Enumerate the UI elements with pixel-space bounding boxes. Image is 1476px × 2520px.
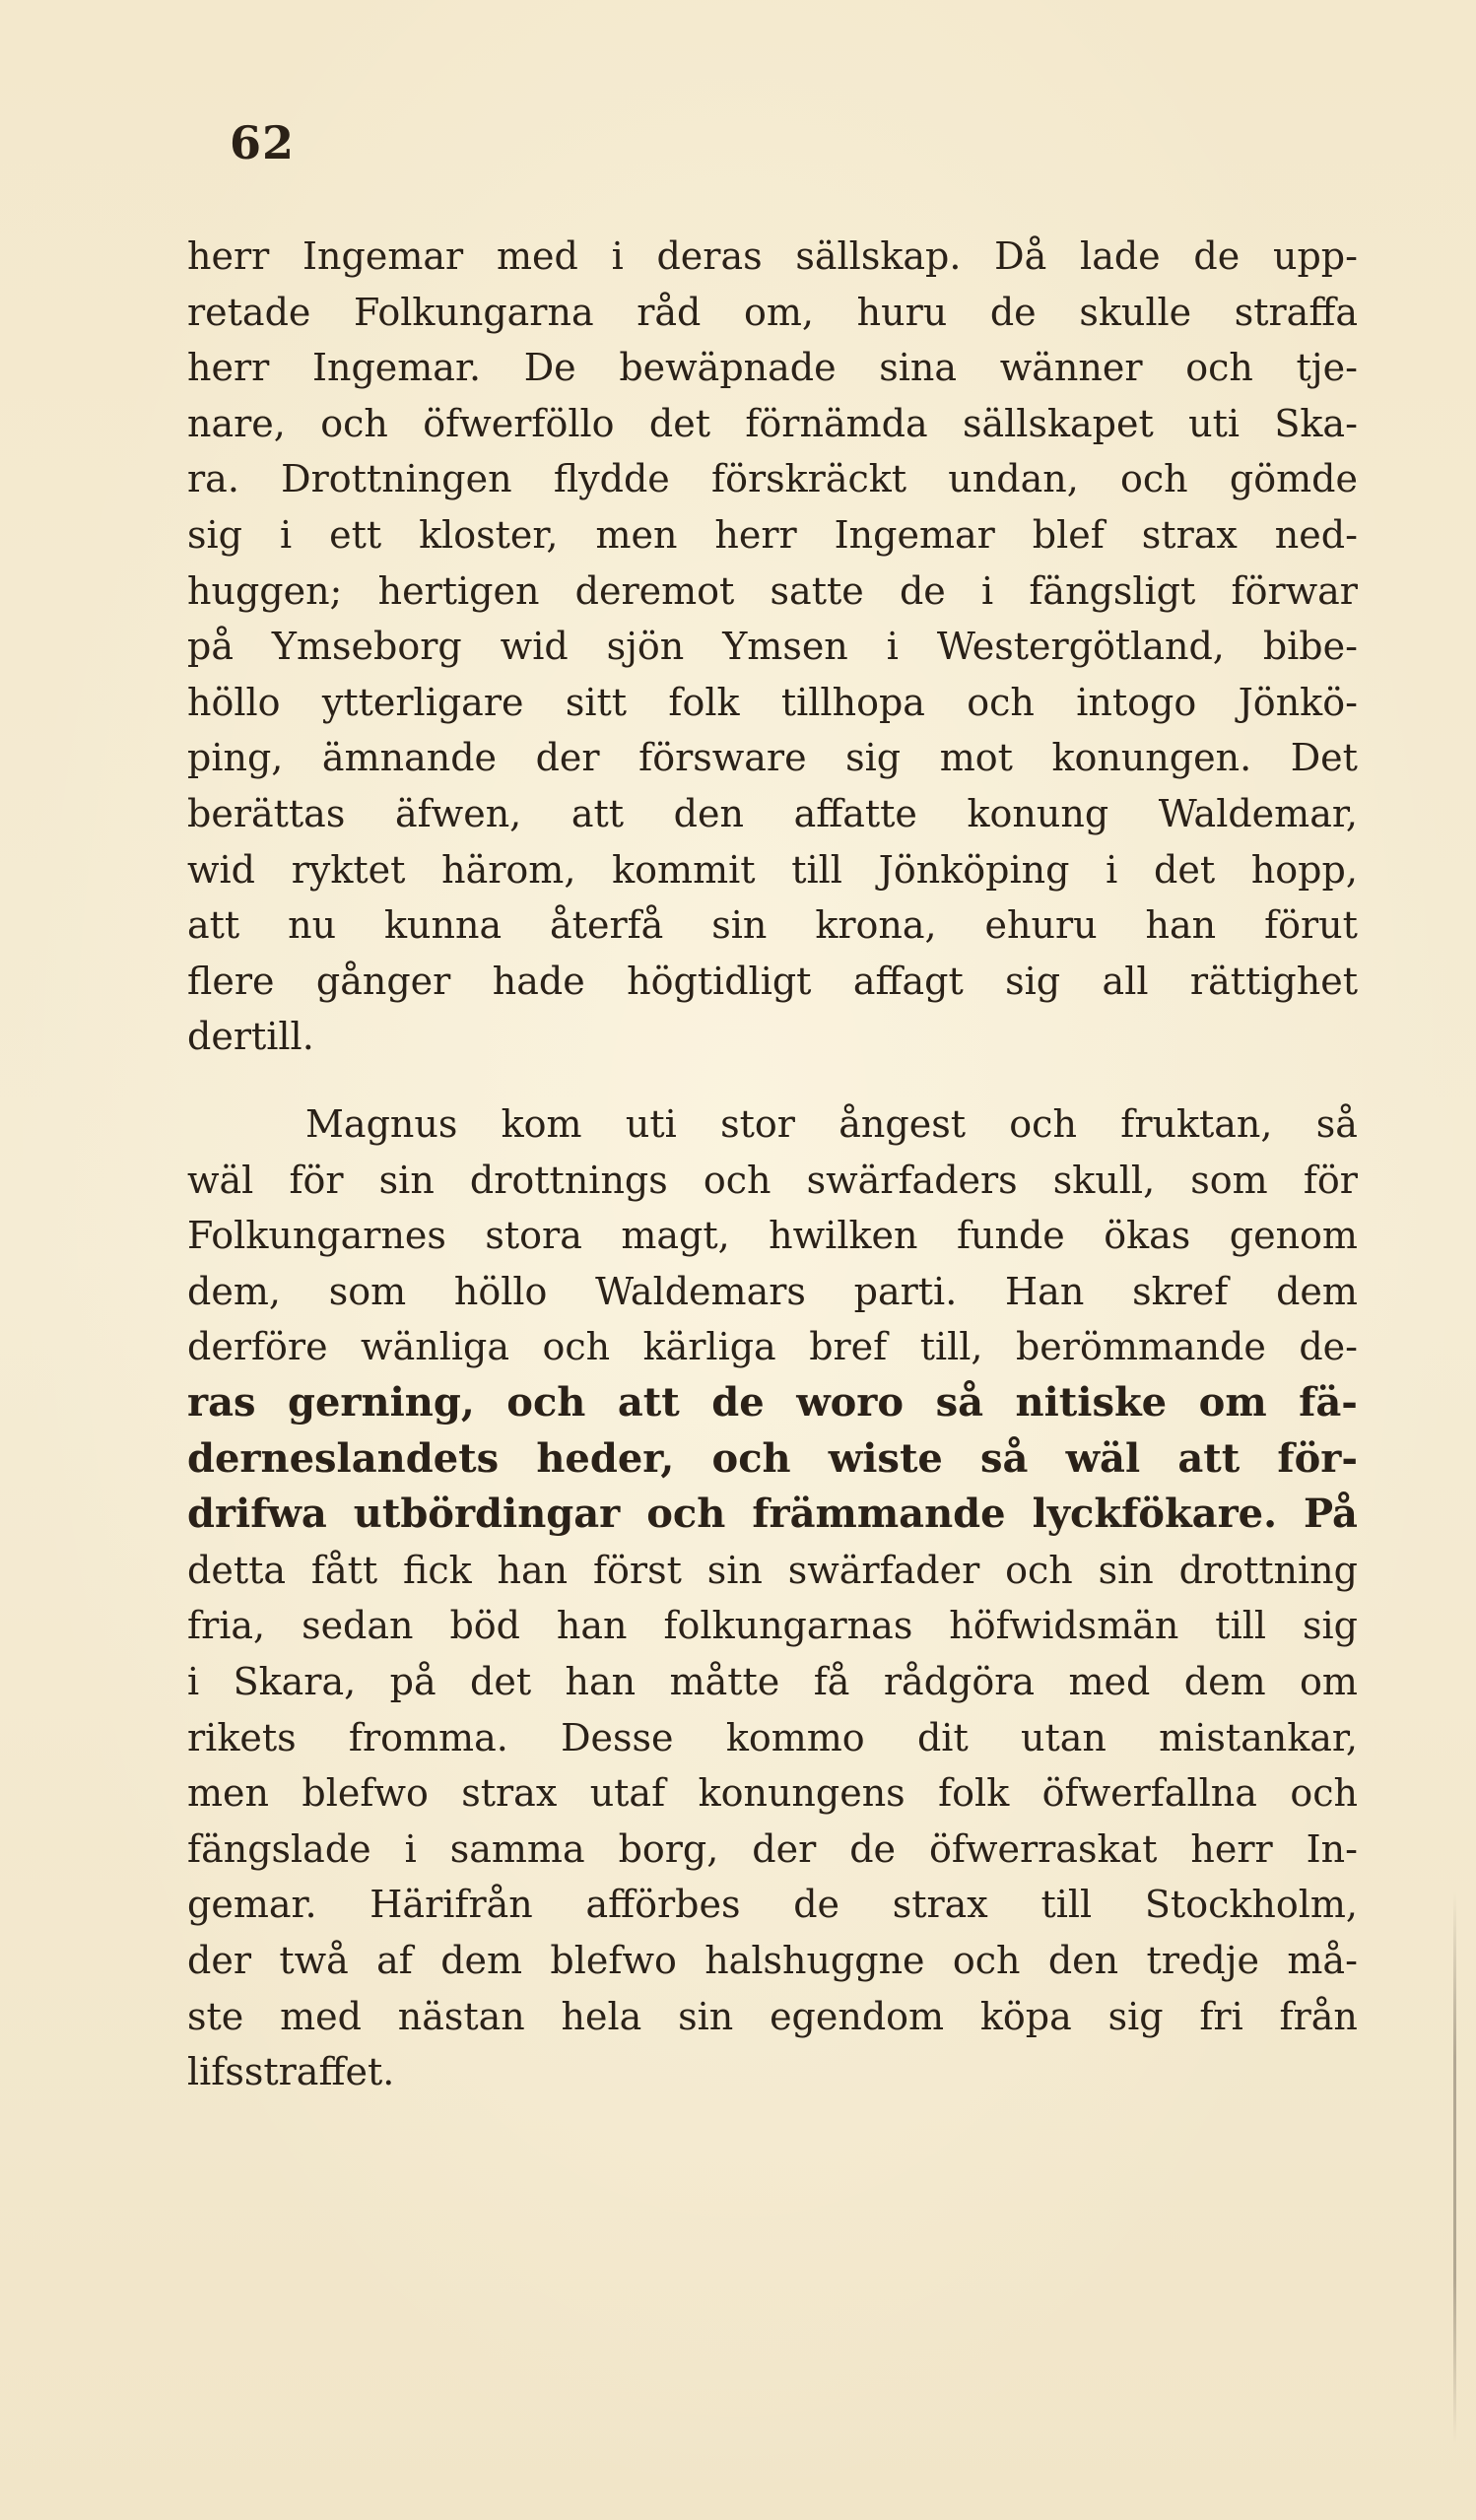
word: samma	[449, 1826, 585, 1871]
word: sig	[1005, 959, 1061, 1003]
word: och	[506, 1378, 586, 1426]
word: drifwa	[187, 1491, 327, 1538]
word: skull,	[1052, 1158, 1156, 1202]
word: höllo	[453, 1269, 548, 1313]
word: öfwerraskat	[929, 1826, 1158, 1871]
text-line	[187, 1654, 1358, 1710]
word: främmande	[752, 1491, 1006, 1538]
word: affatte	[793, 791, 917, 835]
text-line	[187, 2044, 1358, 2100]
word: Drottningen	[281, 457, 512, 501]
word: som	[328, 1269, 407, 1313]
word: halshuggne	[704, 1938, 925, 1982]
word: fruktan,	[1120, 1102, 1273, 1146]
word: uti	[1188, 401, 1240, 445]
word: böd	[449, 1604, 520, 1648]
word: de	[711, 1378, 765, 1426]
word: Desse	[561, 1715, 674, 1759]
word: den	[1047, 1938, 1119, 1982]
word: tredje	[1146, 1938, 1260, 1982]
word: förut	[1264, 903, 1358, 948]
word: i	[404, 1826, 417, 1871]
word: ra.	[187, 457, 239, 501]
word: nare,	[187, 401, 286, 445]
word: Waldemars	[595, 1269, 806, 1313]
word: ökas	[1104, 1214, 1191, 1258]
word: skref	[1132, 1269, 1229, 1313]
word: härom,	[441, 847, 576, 892]
word: bref	[809, 1325, 888, 1369]
word: han	[1145, 903, 1217, 948]
word: det	[648, 401, 710, 445]
text-line	[187, 396, 1358, 452]
word: stor	[720, 1102, 795, 1146]
text-line	[187, 1598, 1358, 1654]
word: förnämda	[745, 401, 928, 445]
text-line	[187, 897, 1358, 954]
word: På	[1304, 1491, 1358, 1538]
word: till	[1215, 1604, 1267, 1648]
text-line	[187, 1543, 1358, 1599]
word: Då	[994, 234, 1047, 278]
word: parti.	[853, 1269, 958, 1313]
word: ste	[187, 1994, 244, 2038]
word: de	[793, 1883, 840, 1927]
word: fått	[310, 1548, 378, 1592]
page-edge-shadow	[1453, 1891, 1456, 2443]
word: hopp,	[1250, 847, 1358, 892]
word: och	[1185, 346, 1253, 390]
text-line	[187, 1487, 1358, 1543]
word: höfwidsmän	[949, 1604, 1179, 1648]
word: att	[617, 1378, 680, 1426]
word: der	[752, 1826, 817, 1871]
word: och	[320, 401, 388, 445]
word: rådgöra	[883, 1659, 1036, 1703]
word: lyckfökare.	[1032, 1491, 1278, 1538]
text-line	[187, 1431, 1358, 1488]
word: der	[535, 736, 600, 780]
word: om,	[744, 290, 815, 334]
word: sällskapet	[962, 401, 1154, 445]
word: Folkungarnes	[187, 1214, 446, 1258]
word: mot	[939, 736, 1013, 780]
word: sällskap.	[795, 234, 962, 278]
word: folk	[938, 1771, 1010, 1816]
word: Stockholm,	[1144, 1883, 1358, 1927]
word: derföre	[187, 1325, 328, 1369]
word: han	[565, 1659, 637, 1703]
word: kunna	[384, 903, 503, 948]
word: sin	[678, 1994, 734, 2038]
word: den	[673, 791, 744, 835]
word: ehuru	[984, 903, 1098, 948]
word: fri	[1199, 1994, 1243, 2038]
word: på	[187, 625, 234, 669]
word: att	[1177, 1434, 1241, 1482]
word: wäl	[187, 1158, 254, 1202]
word: gerning,	[288, 1378, 475, 1426]
word: sig	[845, 736, 902, 780]
word: i	[611, 234, 624, 278]
text-line	[187, 730, 1358, 786]
word: gömde	[1229, 457, 1358, 501]
word: fick	[403, 1548, 472, 1592]
word: råd	[637, 290, 702, 334]
text-line	[187, 619, 1358, 675]
word: först	[592, 1548, 682, 1592]
word: så	[1315, 1102, 1358, 1146]
word: woro	[796, 1378, 905, 1426]
word: affagt	[852, 959, 964, 1003]
word: köpa	[979, 1994, 1072, 2038]
word: all	[1102, 959, 1149, 1003]
word: drottnings	[469, 1158, 668, 1202]
word: Ymsen	[722, 625, 848, 669]
word: fängsligt	[1029, 568, 1196, 613]
text-line	[187, 1822, 1358, 1878]
word: och	[711, 1434, 791, 1482]
word: herr	[187, 346, 270, 390]
word: lifsstraffet.	[187, 2050, 395, 2094]
word: dit	[916, 1715, 969, 1759]
text-line	[187, 340, 1358, 396]
word: och	[1290, 1771, 1358, 1816]
word: strax	[892, 1883, 988, 1927]
word: blef	[1032, 512, 1105, 557]
word: dem	[1183, 1659, 1266, 1703]
word: att	[187, 903, 240, 948]
text-line	[187, 507, 1358, 564]
word: sig	[1302, 1604, 1358, 1648]
word: borg,	[618, 1826, 719, 1871]
word: det	[1154, 847, 1216, 892]
word: kommit	[612, 847, 756, 892]
word: krona,	[815, 903, 937, 948]
word: folkungarnas	[663, 1604, 913, 1648]
word: utaf	[589, 1771, 666, 1816]
word: och	[703, 1158, 772, 1202]
word: sitt	[565, 680, 628, 724]
word: förskräckt	[711, 457, 907, 501]
word: men	[187, 1771, 269, 1816]
word: sin	[706, 1548, 763, 1592]
word: utan	[1021, 1715, 1107, 1759]
word: afförbes	[585, 1883, 741, 1927]
text-line	[187, 564, 1358, 620]
word: för	[289, 1158, 344, 1202]
paragraph-2	[187, 1096, 1358, 2100]
word: upp-	[1273, 234, 1358, 278]
word: der	[187, 1938, 251, 1982]
word: satte	[770, 568, 864, 613]
word: af	[376, 1938, 413, 1982]
word: Ingemar.	[311, 346, 482, 390]
word: tje-	[1296, 346, 1358, 390]
word: Jönkö-	[1238, 680, 1358, 724]
text-line	[187, 1989, 1358, 2045]
text-line	[187, 786, 1358, 842]
word: öfwerfallna	[1041, 1771, 1257, 1816]
word: gånger	[315, 959, 451, 1003]
word: straffa	[1234, 290, 1358, 334]
word: och	[646, 1491, 726, 1538]
word: stora	[485, 1214, 582, 1258]
word: berättas	[187, 791, 346, 835]
word: till	[791, 847, 842, 892]
word: kärliga	[642, 1325, 776, 1369]
word: i	[886, 625, 899, 669]
word: öfwerföllo	[423, 401, 615, 445]
word: om	[1300, 1659, 1358, 1703]
word: strax	[1141, 512, 1238, 557]
text-line	[187, 1933, 1358, 1989]
word: herr	[714, 512, 797, 557]
word: intogo	[1076, 680, 1197, 724]
word: ryktet	[291, 847, 406, 892]
word: Jönköping	[878, 847, 1070, 892]
word: deras	[656, 234, 763, 278]
page-number: 62	[230, 116, 296, 169]
word: för	[1303, 1158, 1358, 1202]
word: retade	[187, 290, 311, 334]
word: hela	[561, 1994, 642, 2038]
word: med	[280, 1994, 362, 2038]
word: blefwo	[302, 1771, 429, 1816]
word: försware	[638, 736, 807, 780]
text-line	[187, 1096, 1358, 1153]
word: ångest	[839, 1102, 966, 1146]
word: derneslandets	[187, 1434, 500, 1482]
word: från	[1279, 1994, 1358, 2038]
word: må-	[1287, 1938, 1358, 1982]
word: Waldemar,	[1158, 791, 1358, 835]
text-line	[187, 1153, 1358, 1209]
word: egendom	[770, 1994, 945, 2038]
word: konung	[967, 791, 1109, 835]
word: wäl	[1065, 1434, 1141, 1482]
text-line	[187, 1208, 1358, 1264]
text-line	[187, 451, 1358, 507]
word: sjön	[606, 625, 685, 669]
word: hwilken	[769, 1214, 918, 1258]
word: det	[470, 1659, 532, 1703]
word: nu	[288, 903, 337, 948]
word: de	[849, 1826, 897, 1871]
word: hertigen	[377, 568, 540, 613]
word: få	[813, 1659, 850, 1703]
word: ras	[187, 1378, 256, 1426]
word: wid	[187, 847, 256, 892]
word: och	[1120, 457, 1188, 501]
word: utbördingar	[353, 1491, 621, 1538]
word: ämnande	[321, 736, 498, 780]
word: sin	[711, 903, 768, 948]
word: dem,	[187, 1269, 281, 1313]
text-line	[187, 675, 1358, 731]
word: skulle	[1079, 290, 1192, 334]
word: sin	[378, 1158, 435, 1202]
word: de	[1193, 234, 1241, 278]
word: mistankar,	[1159, 1715, 1358, 1759]
word: wänner	[999, 346, 1143, 390]
word: fä-	[1299, 1378, 1358, 1426]
word: rikets	[187, 1715, 297, 1759]
word: bewäpnade	[619, 346, 837, 390]
word: i	[187, 1659, 200, 1703]
word: nitiske	[1015, 1378, 1168, 1426]
word: folk	[668, 680, 740, 724]
word: dertill.	[187, 1015, 314, 1059]
word: de	[989, 290, 1037, 334]
word: funde	[956, 1214, 1065, 1258]
word: Magnus	[305, 1102, 458, 1146]
word: tillhopa	[780, 680, 925, 724]
word: huggen;	[187, 568, 343, 613]
word: dem	[440, 1938, 523, 1982]
text-line	[187, 1009, 1358, 1065]
word: deremot	[574, 568, 735, 613]
word: i	[1106, 847, 1118, 892]
word: Ingemar	[834, 512, 995, 557]
word: med	[1068, 1659, 1151, 1703]
word: Det	[1290, 736, 1358, 780]
word: äfwen,	[394, 791, 522, 835]
word: han	[497, 1548, 569, 1592]
word: fromma.	[348, 1715, 508, 1759]
word: kom	[501, 1102, 582, 1146]
word: sig	[1107, 1994, 1164, 2038]
word: för-	[1277, 1434, 1358, 1482]
word: Skara,	[233, 1659, 357, 1703]
word: konungens	[698, 1771, 906, 1816]
word: swärfaders	[806, 1158, 1018, 1202]
word: Folkungarna	[354, 290, 594, 334]
word: nästan	[397, 1994, 525, 2038]
word: ned-	[1274, 512, 1358, 557]
word: Ingemar	[302, 234, 464, 278]
word: Härifrån	[369, 1883, 533, 1927]
text-line	[187, 954, 1358, 1010]
word: strax	[461, 1771, 558, 1816]
word: sina	[879, 346, 958, 390]
text-line	[187, 842, 1358, 898]
word: hade	[492, 959, 585, 1003]
word: ett	[329, 512, 382, 557]
word: blefwo	[550, 1938, 677, 1982]
word: men	[595, 512, 678, 557]
word: och	[1009, 1102, 1077, 1146]
text-line	[187, 1877, 1358, 1933]
word: Ymseborg	[271, 625, 462, 669]
word: rättighet	[1189, 959, 1358, 1003]
word: flydde	[553, 457, 670, 501]
text-line	[187, 229, 1358, 285]
word: i	[279, 512, 293, 557]
word: och	[967, 680, 1035, 724]
text-line	[187, 285, 1358, 341]
word: i	[980, 568, 994, 613]
word: de-	[1299, 1325, 1358, 1369]
word: magt,	[621, 1214, 730, 1258]
word: sin	[1098, 1548, 1154, 1592]
word: högtidligt	[627, 959, 812, 1003]
text-line	[187, 1765, 1358, 1822]
word: att	[570, 791, 625, 835]
word: De	[523, 346, 576, 390]
word: uti	[625, 1102, 677, 1146]
word: berömmande	[1015, 1325, 1266, 1369]
word: bibe-	[1262, 625, 1358, 669]
word: om	[1198, 1378, 1267, 1426]
word: de	[899, 568, 946, 613]
word: In-	[1306, 1826, 1358, 1871]
word: sedan	[302, 1604, 414, 1648]
word: så	[980, 1434, 1029, 1482]
text-line	[187, 1710, 1358, 1766]
word: konungen.	[1051, 736, 1252, 780]
word: som	[1190, 1158, 1268, 1202]
text-line	[187, 1264, 1358, 1320]
word: återfå	[550, 903, 664, 948]
word: så	[935, 1378, 983, 1426]
word: på	[389, 1659, 436, 1703]
word: detta	[187, 1548, 287, 1592]
word: kommo	[725, 1715, 865, 1759]
word: drottning	[1178, 1548, 1358, 1592]
text-line	[187, 1319, 1358, 1375]
word: genom	[1229, 1214, 1358, 1258]
word: kloster,	[419, 512, 559, 557]
word: med	[496, 234, 578, 278]
word: twå	[279, 1938, 349, 1982]
word: Ska-	[1274, 401, 1358, 445]
paragraph-1	[187, 229, 1358, 1065]
word: swärfader	[787, 1548, 980, 1592]
word: wiste	[828, 1434, 943, 1482]
word: huru	[856, 290, 948, 334]
word: wid	[500, 625, 569, 669]
word: ping,	[187, 736, 284, 780]
word: höllo	[187, 680, 281, 724]
word: flere	[187, 959, 275, 1003]
word: heder,	[536, 1434, 675, 1482]
word: herr	[1190, 1826, 1273, 1871]
word: dem	[1276, 1269, 1358, 1313]
word: och	[1005, 1548, 1073, 1592]
word: sig	[187, 512, 242, 557]
word: han	[556, 1604, 628, 1648]
word: förwar	[1231, 568, 1358, 613]
word: ytterligare	[321, 680, 524, 724]
text-line	[187, 1375, 1358, 1431]
word: måtte	[669, 1659, 780, 1703]
word: wänliga	[361, 1325, 509, 1369]
word: Han	[1005, 1269, 1085, 1313]
word: fria,	[187, 1604, 266, 1648]
word: lade	[1080, 234, 1161, 278]
word: till	[1040, 1883, 1093, 1927]
word: gemar.	[187, 1883, 317, 1927]
word: och	[542, 1325, 611, 1369]
word: fängslade	[187, 1826, 371, 1871]
word: och	[952, 1938, 1021, 1982]
word: herr	[187, 234, 270, 278]
word: undan,	[948, 457, 1079, 501]
word: till,	[919, 1325, 983, 1369]
word: Westergötland,	[936, 625, 1225, 669]
